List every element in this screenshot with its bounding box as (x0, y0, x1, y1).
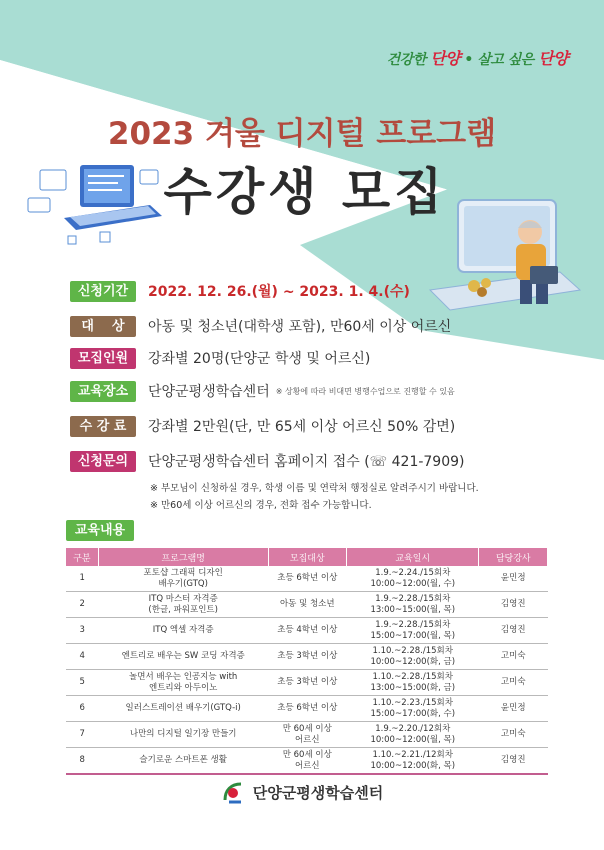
table-cell: 만 60세 이상 어르신 (268, 748, 346, 775)
table-cell: ITQ 엑셀 자격증 (98, 618, 268, 644)
table-row (66, 748, 548, 775)
slogan-brand2: 단양 (538, 49, 568, 68)
info-label: 대 상 (70, 316, 136, 337)
table-cell: 초등 4학년 이상 (268, 618, 346, 644)
table-cell: 2 (66, 592, 98, 618)
table-cell: 3 (66, 618, 98, 644)
table-body (66, 566, 548, 774)
info-row-fee (70, 415, 455, 437)
table-cell: 엔트리로 배우는 SW 코딩 자격증 (98, 644, 268, 670)
info-value: 강좌별 20명(단양군 학생 및 어르신) (148, 351, 371, 367)
info-row-contact (70, 450, 465, 472)
info-value: 2022. 12. 26.(월) ~ 2023. 1. 4.(수) (148, 284, 410, 300)
table-cell: 1 (66, 566, 98, 592)
table-cell: 초등 6학년 이상 (268, 696, 346, 722)
table-cell: 5 (66, 670, 98, 696)
table-cell: 초등 3학년 이상 (268, 644, 346, 670)
slogan-part1: 건강한 (386, 52, 426, 68)
info-value: 강좌별 2만원(단, 만 65세 이상 어르신 50% 감면) (148, 419, 456, 435)
table-cell: 1.10.~2.23./15회차 15:00~17:00(화, 수) (347, 696, 479, 722)
info-value: 단양군평생학습센터 홈페이지 접수 (☏ 421-7909) (148, 454, 465, 470)
table-cell: 슬기로운 스마트폰 생활 (98, 748, 268, 775)
table-cell: 포토샵 그래픽 디자인 배우기(GTQ) (98, 566, 268, 592)
table-cell: 김영진 (479, 592, 548, 618)
slogan (387, 46, 568, 69)
table-cell: 고미숙 (479, 722, 548, 748)
page-title-line1: 2023 겨울 디지털 프로그램 (107, 116, 497, 152)
table-row (66, 722, 548, 748)
info-label: 신청기간 (70, 281, 136, 302)
info-label: 수 강 료 (70, 416, 136, 437)
info-value: 단양군평생학습센터 (148, 384, 270, 400)
note-parents: ※ 부모님이 신청하실 경우, 학생 이름 및 연락처 행정실로 알려주시기 바랍니다. (150, 483, 479, 494)
table-header-cell: 구분 (66, 548, 98, 566)
table-cell: 1.9.~2.28./15회차 13:00~15:00(월, 목) (347, 592, 479, 618)
table-cell: 윤민정 (479, 566, 548, 592)
table-row (66, 618, 548, 644)
info-label: 모집인원 (70, 348, 136, 369)
center-logo-icon (221, 780, 245, 804)
table-cell: 일러스트레이션 배우기(GTQ-i) (98, 696, 268, 722)
curriculum-table (66, 548, 548, 775)
table-header-cell: 담당강사 (479, 548, 548, 566)
table-cell: 7 (66, 722, 98, 748)
table-cell: 김영진 (479, 618, 548, 644)
table-row (66, 592, 548, 618)
info-value: 아동 및 청소년(대학생 포함), 만60세 이상 어르신 (148, 319, 452, 335)
table-cell: 초등 3학년 이상 (268, 670, 346, 696)
table-cell: ITQ 마스터 자격증 (한글, 파워포인트) (98, 592, 268, 618)
footer (0, 780, 604, 804)
info-row-capacity (70, 347, 370, 369)
table-cell: 윤민정 (479, 696, 548, 722)
info-row-location (70, 380, 455, 402)
info-label: 교육장소 (70, 381, 136, 402)
table-header-cell: 교육일시 (347, 548, 479, 566)
table-cell: 1.9.~2.20./12회차 10:00~12:00(월, 목) (347, 722, 479, 748)
table-header-cell: 프로그램명 (98, 548, 268, 566)
table-cell: 4 (66, 644, 98, 670)
table-cell: 고미숙 (479, 670, 548, 696)
table-cell: 1.10.~2.28./15회차 10:00~12:00(화, 금) (347, 644, 479, 670)
table-cell: 아동 및 청소년 (268, 592, 346, 618)
section-label-curriculum: 교육내용 (66, 520, 134, 541)
footer-org-name: 단양군평생학습센터 (252, 783, 384, 802)
table-cell: 6 (66, 696, 98, 722)
table-cell: 고미숙 (479, 644, 548, 670)
table-cell: 8 (66, 748, 98, 775)
table-cell: 놀면서 배우는 인공지능 with 엔트리와 아두이노 (98, 670, 268, 696)
table-cell: 나만의 디지털 일기장 만들기 (98, 722, 268, 748)
slogan-part2: 살고 싶은 (477, 52, 534, 68)
table-header-row (66, 548, 548, 566)
table-header-cell: 모집대상 (268, 548, 346, 566)
table-cell: 1.10.~2.28./15회차 13:00~15:00(화, 금) (347, 670, 479, 696)
info-row-period (70, 280, 410, 302)
table-cell: 김영진 (479, 748, 548, 775)
table-row (66, 644, 548, 670)
table-cell: 초등 6학년 이상 (268, 566, 346, 592)
table-row (66, 566, 548, 592)
slogan-separator: • (464, 52, 473, 68)
page-title-line2: 수강생 모집 (163, 163, 447, 221)
note-seniors: ※ 만60세 이상 어르신의 경우, 전화 접수 가능합니다. (150, 500, 372, 511)
table-cell: 만 60세 이상 어르신 (268, 722, 346, 748)
table-cell: 1.9.~2.28./15회차 15:00~17:00(월, 목) (347, 618, 479, 644)
info-row-target (70, 315, 451, 337)
slogan-brand1: 단양 (430, 49, 461, 68)
info-note: ※ 상황에 따라 비대면 병행수업으로 진행할 수 있음 (275, 386, 455, 396)
info-label: 신청문의 (70, 451, 136, 472)
table-row (66, 670, 548, 696)
table-row (66, 696, 548, 722)
table-cell: 1.9.~2.24./15회차 10:00~12:00(월, 수) (347, 566, 479, 592)
table-cell: 1.10.~2.21./12회차 10:00~12:00(화, 목) (347, 748, 479, 775)
